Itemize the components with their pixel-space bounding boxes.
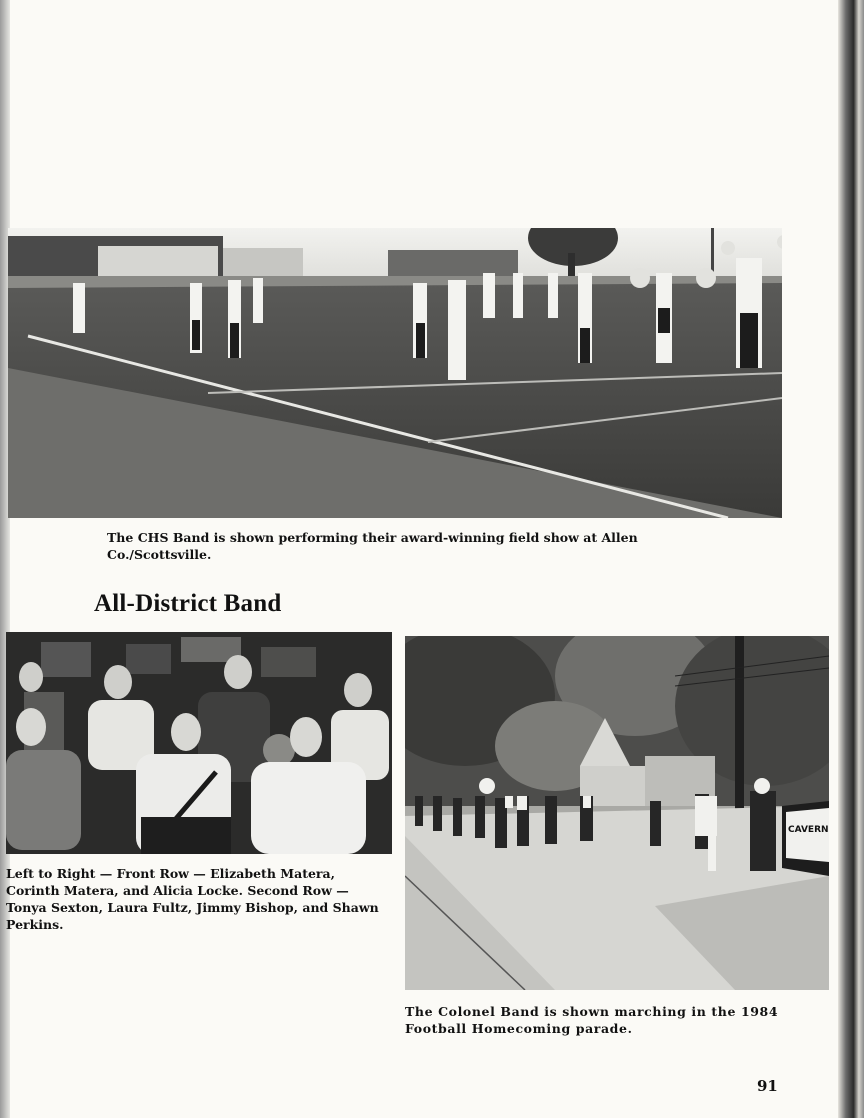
caption-all-district-band: Left to Right — Front Row — Elizabeth Matera, Corinth Matera, and Alicia Locke. Second Row — Tonya Sexton, Laura Fultz, Jimmy Bishop, and Shawn Perkins. xyxy=(6,866,379,932)
banner-text: CAVERN xyxy=(788,825,829,835)
binding-shadow xyxy=(0,0,10,1118)
page-edge-shadow xyxy=(838,0,864,1118)
photo-all-district-band xyxy=(6,632,392,854)
caption-field-show: The CHS Band is shown performing their award-winning field show at Allen Co./Scottsville. xyxy=(107,530,638,562)
caption-homecoming-parade: The Colonel Band is shown marching in the 1984 Football Homecoming parade. xyxy=(405,1004,779,1036)
page-number: 91 xyxy=(757,1077,778,1095)
photo-field-show xyxy=(8,228,782,518)
section-heading: All-District Band xyxy=(94,590,282,617)
photo-homecoming-parade xyxy=(405,636,829,990)
